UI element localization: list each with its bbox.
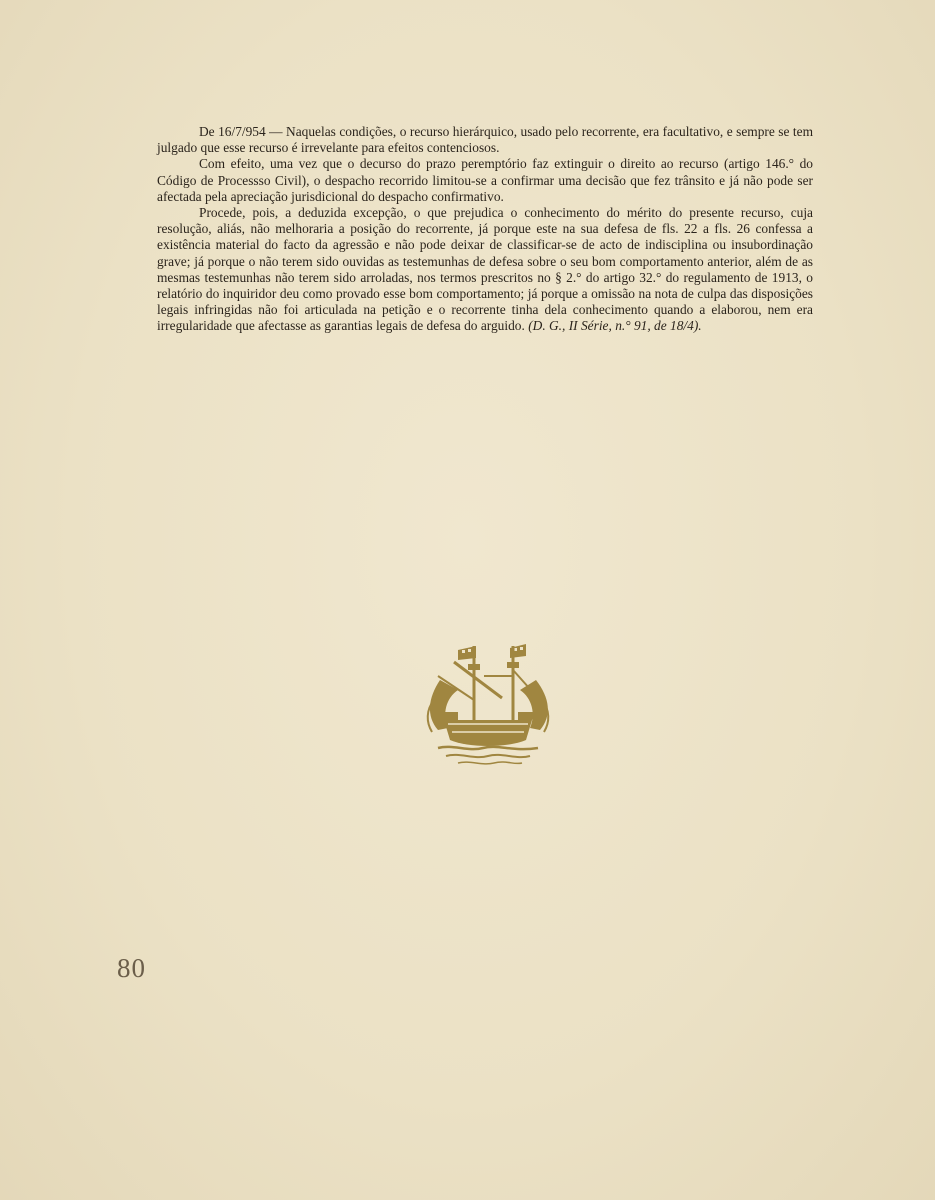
paragraph-2-text: Com efeito, uma vez que o decurso do prazo peremptório faz extinguir o direito ao recurso (artigo 146.° do Código de Processso Civil), o despacho recorrido limitou-se a confirmar uma decisão que fez trânsito e já não pode ser afectada pela apreciação jurisdicional do despacho confirmativo. — [157, 156, 813, 204]
page-number: 80 — [117, 953, 146, 983]
body-text — [157, 124, 813, 335]
decision-date: De 16/7/954 — — [199, 124, 283, 139]
caravel-ship-icon — [418, 640, 558, 768]
paragraph-1-text: Naquelas condições, o recurso hierárquico, usado pelo recorrente, era facultativo, e sempre se tem julgado que esse recurso é irrevelante para efeitos contenciosos. — [157, 124, 813, 156]
paragraph-1 — [157, 124, 813, 156]
paragraph-3-text: Procede, pois, a deduzida excepção, o que prejudica o conhecimento do mérito do presente recurso, cuja resolução, aliás, não melhoraria a posição do recorrente, já porque este na sua defesa de fls. 22 a fls. 26 confessa a existência material do facto da agressão e não pode deixar de classificar-se de acto de indisciplina ou insubordinação grave; já porque o não terem sido ouvidas as testemunhas de defesa sobre o seu bom comportamento anterior, além de as mesmas testemunhas não terem sido arroladas, nos termos prescritos no § 2.° do artigo 32.° do regulamento de 1913, o relatório do inquiridor deu como provado esse bom comportamento; já porque a omissão na nota de culpa das disposições legais infringidas não foi articulada na petição e o recorrente tinha dela conhecimento quando a elaborou, nem era irregularidade que afectasse as garantias legais de defesa do arguido. — [157, 205, 813, 334]
paragraph-2 — [157, 156, 813, 205]
citation: (D. G., II Série, n.° 91, de 18/4). — [528, 318, 702, 334]
paragraph-3 — [157, 205, 813, 335]
